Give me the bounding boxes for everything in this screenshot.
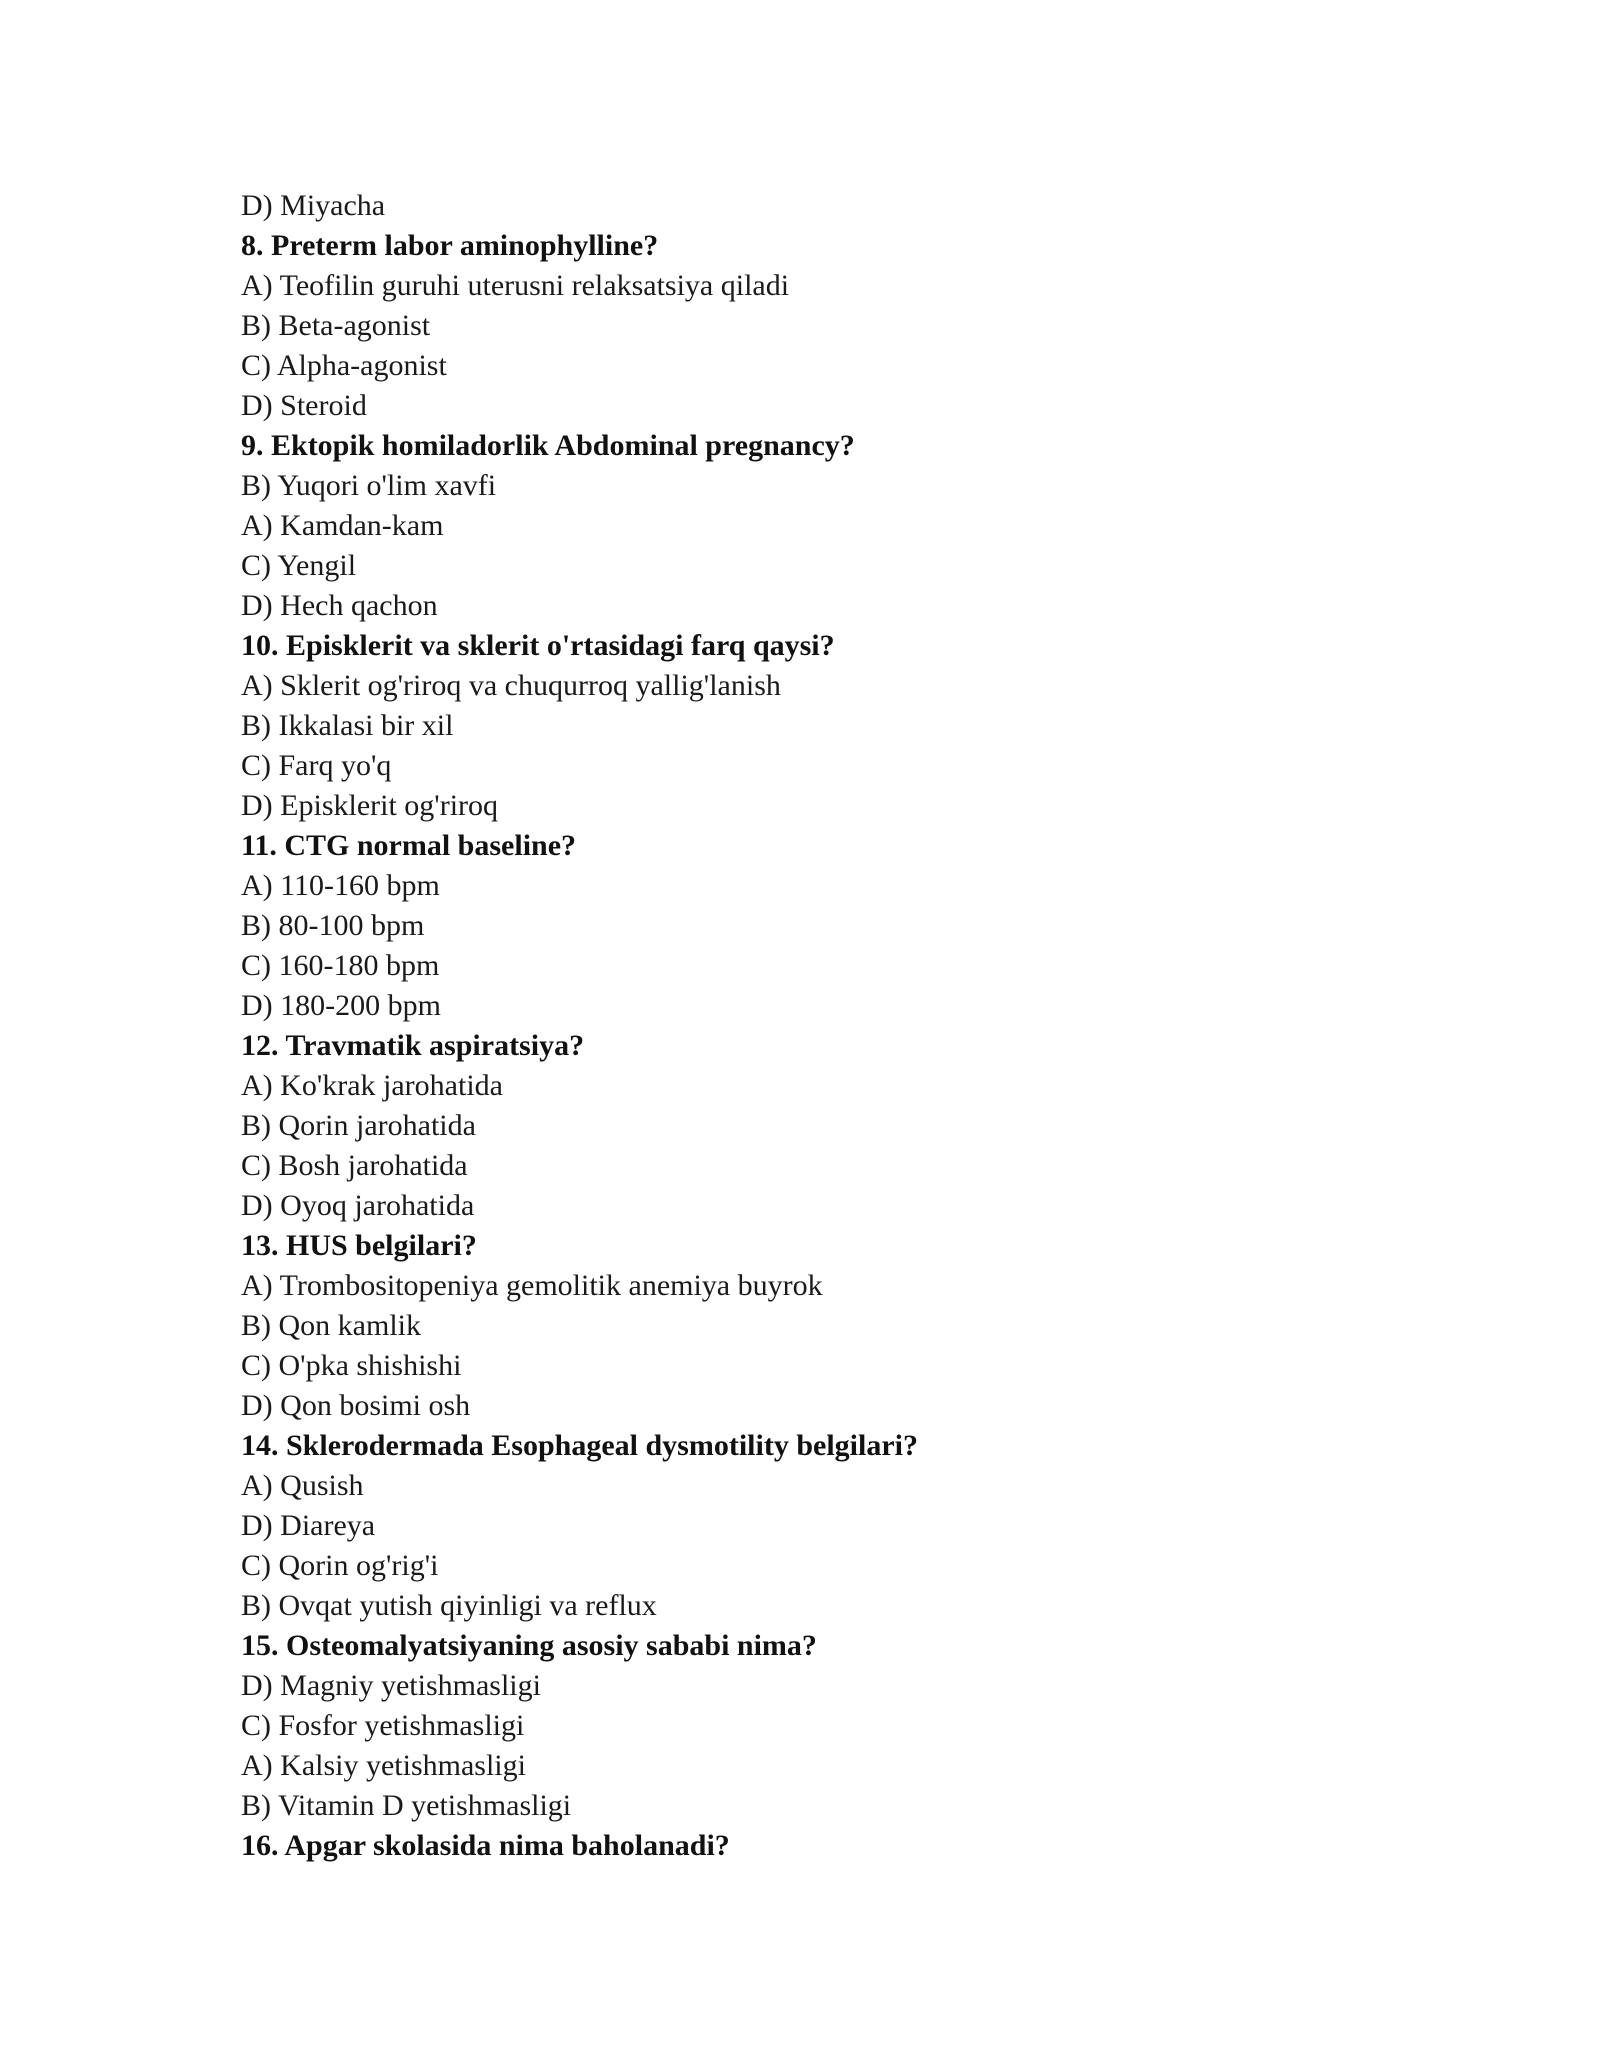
answer-option: C) Yengil xyxy=(241,549,357,582)
answer-option: D) Miyacha xyxy=(241,189,386,222)
question-heading: 13. HUS belgilari? xyxy=(241,1229,477,1262)
answer-option: A) Qusish xyxy=(241,1469,364,1502)
answer-option: B) Ovqat yutish qiyinligi va reflux xyxy=(241,1589,657,1622)
question-heading: 8. Preterm labor aminophylline? xyxy=(241,229,659,262)
answer-option: B) Beta-agonist xyxy=(241,309,431,342)
answer-option: D) Oyoq jarohatida xyxy=(241,1189,475,1222)
answer-option: C) Alpha-agonist xyxy=(241,349,447,382)
answer-option: B) Qon kamlik xyxy=(241,1309,421,1342)
answer-option: B) Yuqori o'lim xavfi xyxy=(241,469,497,502)
answer-option: D) Steroid xyxy=(241,389,367,422)
answer-option: D) 180-200 bpm xyxy=(241,989,441,1022)
question-heading: 9. Ektopik homiladorlik Abdominal pregnancy? xyxy=(241,429,855,462)
answer-option: B) Qorin jarohatida xyxy=(241,1109,476,1142)
question-heading: 16. Apgar skolasida nima baholanadi? xyxy=(241,1829,730,1862)
question-heading: 10. Episklerit va sklerit o'rtasidagi farq qaysi? xyxy=(241,629,835,662)
answer-option: C) Fosfor yetishmasligi xyxy=(241,1709,525,1742)
answer-option: D) Qon bosimi osh xyxy=(241,1389,471,1422)
answer-option: C) Bosh jarohatida xyxy=(241,1149,468,1182)
answer-option: A) Sklerit og'riroq va chuqurroq yallig'lanish xyxy=(241,669,781,702)
question-heading: 12. Travmatik aspiratsiya? xyxy=(241,1029,585,1062)
answer-option: B) Ikkalasi bir xil xyxy=(241,709,454,742)
answer-option: B) 80-100 bpm xyxy=(241,909,425,942)
answer-option: C) Farq yo'q xyxy=(241,749,392,782)
answer-option: A) Trombositopeniya gemolitik anemiya buyrok xyxy=(241,1269,823,1302)
answer-option: A) Kamdan-kam xyxy=(241,509,444,542)
question-heading: 15. Osteomalyatsiyaning asosiy sababi nima? xyxy=(241,1629,817,1662)
answer-option: B) Vitamin D yetishmasligi xyxy=(241,1789,572,1822)
answer-option: C) Qorin og'rig'i xyxy=(241,1549,439,1582)
answer-option: A) Ko'krak jarohatida xyxy=(241,1069,503,1102)
answer-option: C) O'pka shishishi xyxy=(241,1349,462,1382)
question-heading: 11. CTG normal baseline? xyxy=(241,829,577,862)
answer-option: C) 160-180 bpm xyxy=(241,949,440,982)
answer-option: D) Episklerit og'riroq xyxy=(241,789,499,822)
answer-option: D) Magniy yetishmasligi xyxy=(241,1669,541,1702)
question-heading: 14. Sklerodermada Esophageal dysmotility belgilari? xyxy=(241,1429,918,1462)
answer-option: A) 110-160 bpm xyxy=(241,869,440,902)
answer-option: A) Teofilin guruhi uterusni relaksatsiya qiladi xyxy=(241,269,790,302)
answer-option: A) Kalsiy yetishmasligi xyxy=(241,1749,526,1782)
answer-option: D) Hech qachon xyxy=(241,589,438,622)
quiz-text-body xyxy=(241,186,1441,1866)
answer-option: D) Diareya xyxy=(241,1509,376,1542)
